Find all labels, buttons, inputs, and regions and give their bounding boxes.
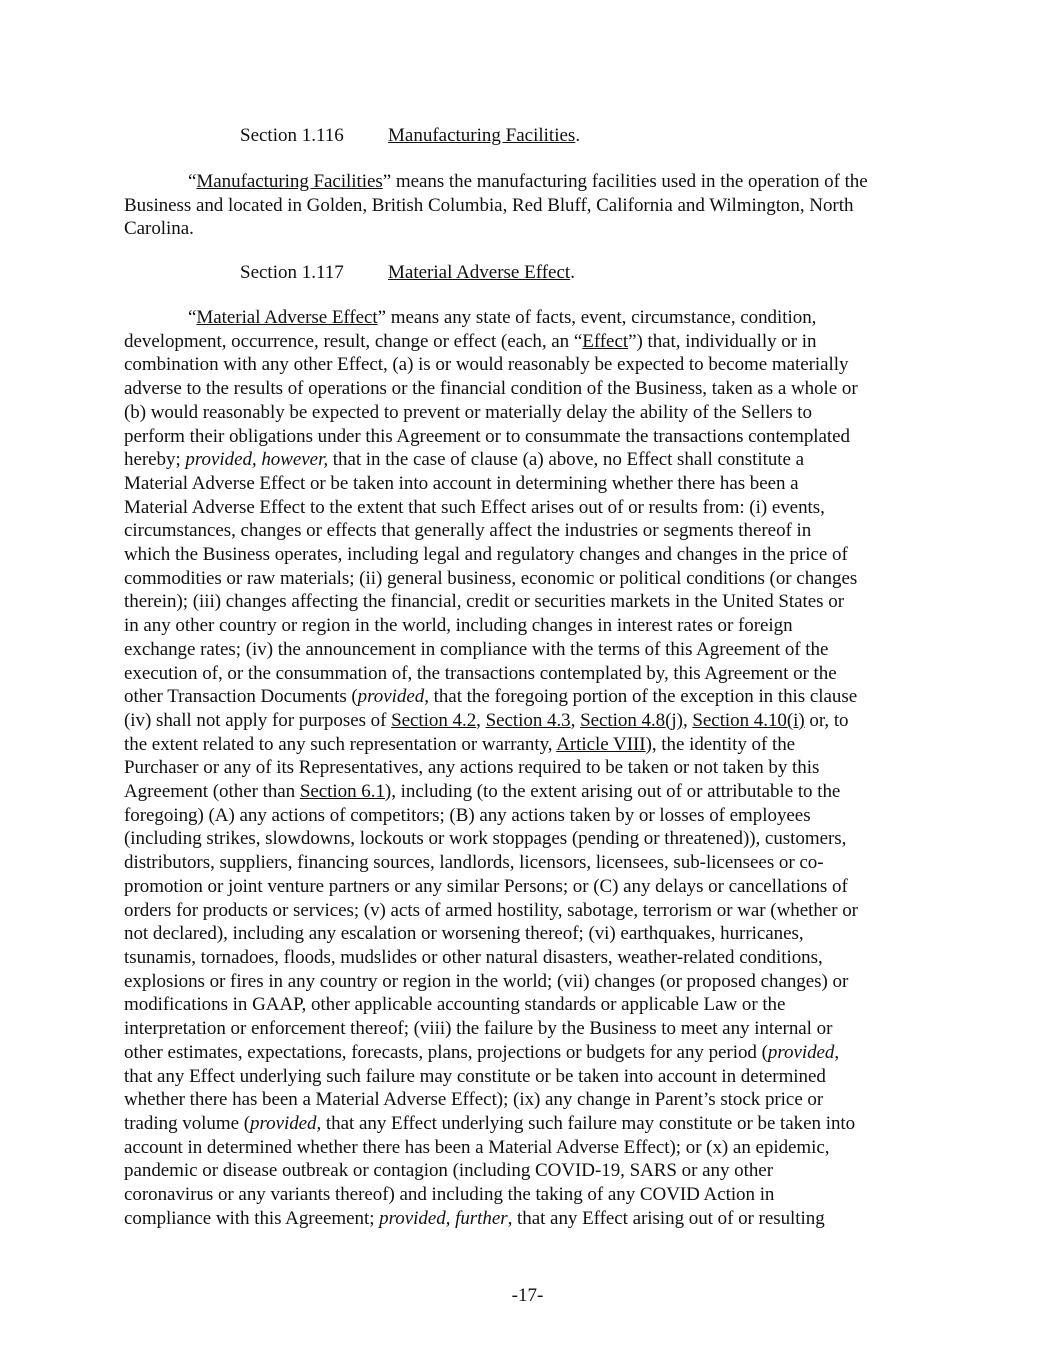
- text-line: exchange rates; (iv) the announcement in compliance with the terms of this Agreement of the: [124, 638, 829, 660]
- text-run: ” means the manufacturing facilities used in the operation of the: [382, 171, 868, 192]
- italic-proviso: provided, further: [379, 1207, 508, 1229]
- text-run: ,: [834, 1041, 840, 1063]
- text-run: other Transaction Documents (: [124, 686, 358, 708]
- defined-term: Manufacturing Facilities: [196, 171, 383, 192]
- text-line: [124, 781, 840, 802]
- section-reference: Section 4.10(i): [692, 709, 805, 731]
- text-line: [124, 1208, 825, 1229]
- text-run: other estimates, expectations, forecasts, plans, projections or budgets for any period (: [124, 1041, 768, 1063]
- text-line: (including strikes, slowdowns, lockouts or work stoppages (pending or threatened)), customers,: [124, 828, 847, 850]
- section-reference: Section 4.3: [485, 709, 571, 731]
- text-line: therein); (iii) changes affecting the financial, credit or securities markets in the United States or: [124, 591, 844, 613]
- italic-proviso: provided: [767, 1041, 835, 1063]
- italic-proviso: provided: [250, 1112, 317, 1134]
- text-line: [124, 331, 816, 352]
- text-line: circumstances, changes or effects that generally affect the industries or segments thereof in: [124, 520, 812, 542]
- text-line: [188, 171, 868, 192]
- text-run: trading volume (: [124, 1112, 250, 1134]
- text-line: commodities or raw materials; (ii) general business, economic or political conditions (or changes: [124, 567, 858, 589]
- text-line: interpretation or enforcement thereof; (viii) the failure by the Business to meet any internal or: [124, 1018, 833, 1040]
- text-line: [124, 1113, 855, 1134]
- text-line: explosions or fires in any country or region in the world; (vii) changes (or proposed changes) or: [124, 970, 849, 992]
- text-line: adverse to the results of operations or the financial condition of the Business, taken as a whole or: [124, 378, 858, 400]
- section-heading-1-117: [240, 261, 575, 285]
- text-line: coronavirus or any variants thereof) and including the taking of any COVID Action in: [124, 1184, 775, 1206]
- text-run: , that the foregoing portion of the exception in this clause: [424, 686, 858, 708]
- italic-proviso: provided, however,: [185, 449, 329, 471]
- text-run: or, to: [804, 709, 849, 731]
- text-line: tsunamis, tornadoes, floods, mudslides or other natural disasters, weather-related conditions,: [124, 946, 823, 968]
- text-line: (b) would reasonably be expected to prevent or materially delay the ability of the Sellers to: [124, 401, 812, 423]
- text-run: ” means any state of facts, event, circumstance, condition,: [377, 307, 817, 328]
- text-run: the extent related to any such representation or warranty,: [124, 733, 557, 755]
- section-heading-1-116: [240, 124, 580, 148]
- definition-material-adverse-effect: [124, 306, 937, 1230]
- article-reference: Article VIII: [556, 733, 646, 755]
- text-line: account in determined whether there has been a Material Adverse Effect); or (x) an epidemic,: [124, 1136, 830, 1158]
- text-line: Purchaser or any of its Representatives, any actions required to be taken or not taken by this: [124, 757, 820, 779]
- text-run: ,: [476, 709, 486, 731]
- text-line: foregoing) (A) any actions of competitors; (B) any actions taken by or losses of employees: [124, 804, 811, 826]
- text-line: Carolina.: [124, 218, 194, 240]
- text-line: that any Effect underlying such failure may constitute or be taken into account in determined: [124, 1065, 826, 1087]
- quote-mark: “: [188, 171, 197, 192]
- section-title-period: .: [570, 262, 575, 283]
- text-run: , that any Effect arising out of or resulting: [507, 1207, 825, 1229]
- text-line: orders for products or services; (v) acts of armed hostility, sabotage, terrorism or war (whether or: [124, 899, 858, 921]
- text-line: perform their obligations under this Agreement or to consummate the transactions contemplated: [124, 425, 850, 447]
- text-line: not declared), including any escalation or worsening thereof; (vi) earthquakes, hurricanes,: [124, 923, 804, 945]
- text-line: [124, 1042, 839, 1063]
- text-run: development, occurrence, result, change or effect (each, an “: [124, 330, 583, 352]
- quote-mark: “: [188, 307, 197, 328]
- text-line: promotion or joint venture partners or any similar Persons; or (C) any delays or cancellations of: [124, 875, 848, 897]
- text-run: ,: [570, 709, 581, 731]
- text-run: Agreement (other than: [124, 781, 300, 803]
- text-line: [188, 307, 816, 328]
- section-title-period: .: [575, 125, 581, 146]
- text-run: that in the case of clause (a) above, no Effect shall constitute a: [328, 449, 805, 471]
- text-line: Material Adverse Effect to the extent that such Effect arises out of or results from: (i) events,: [124, 496, 825, 518]
- text-run: (iv) shall not apply for purposes of: [124, 709, 392, 731]
- page-number: -17-: [511, 1285, 544, 1306]
- text-line: execution of, or the consummation of, the transactions contemplated by, this Agreement or the: [124, 662, 837, 684]
- text-line: Material Adverse Effect or be taken into account in determining whether there has been a: [124, 472, 799, 494]
- text-run: ”) that, individually or in: [628, 330, 817, 352]
- section-title: Material Adverse Effect: [388, 262, 571, 283]
- section-number: Section 1.116: [240, 125, 344, 146]
- section-reference: Section 4.8(j): [580, 709, 683, 731]
- text-line: whether there has been a Material Adverse Effect); (ix) any change in Parent’s stock price or: [124, 1089, 824, 1111]
- text-run: , that any Effect underlying such failure may constitute or be taken into: [316, 1112, 856, 1134]
- text-run: ,: [682, 709, 693, 731]
- text-line: modifications in GAAP, other applicable accounting standards or applicable Law or the: [124, 994, 786, 1016]
- text-run: compliance with this Agreement;: [124, 1207, 380, 1229]
- section-number: Section 1.117: [240, 262, 344, 283]
- text-line: [124, 710, 849, 731]
- text-run: ), including (to the extent arising out of or attributable to the: [384, 781, 841, 803]
- italic-proviso: provided: [357, 686, 425, 708]
- section-reference: Section 4.2: [391, 709, 477, 731]
- section-title: Manufacturing Facilities: [388, 125, 576, 146]
- text-line: distributors, suppliers, financing sources, landlords, licensors, licensees, sub-licensees or co-: [124, 852, 824, 874]
- text-run: hereby;: [124, 449, 186, 471]
- text-run: ), the identity of the: [645, 733, 796, 755]
- text-line: in any other country or region in the world, including changes in interest rates or foreign: [124, 615, 793, 637]
- text-line: [124, 449, 804, 470]
- text-line: Business and located in Golden, British Columbia, Red Bluff, California and Wilmington, North: [124, 194, 854, 216]
- section-reference: Section 6.1: [299, 781, 385, 803]
- text-line: pandemic or disease outbreak or contagion (including COVID-19, SARS or any other: [124, 1160, 773, 1182]
- defined-term: Material Adverse Effect: [196, 307, 378, 328]
- defined-term: Effect: [582, 330, 629, 352]
- text-line: [124, 686, 857, 707]
- text-line: combination with any other Effect, (a) is or would reasonably be expected to become materially: [124, 354, 849, 376]
- text-line: [124, 734, 795, 755]
- text-line: which the Business operates, including legal and regulatory changes and changes in the price of: [124, 544, 848, 566]
- definition-manufacturing-facilities: [124, 170, 937, 241]
